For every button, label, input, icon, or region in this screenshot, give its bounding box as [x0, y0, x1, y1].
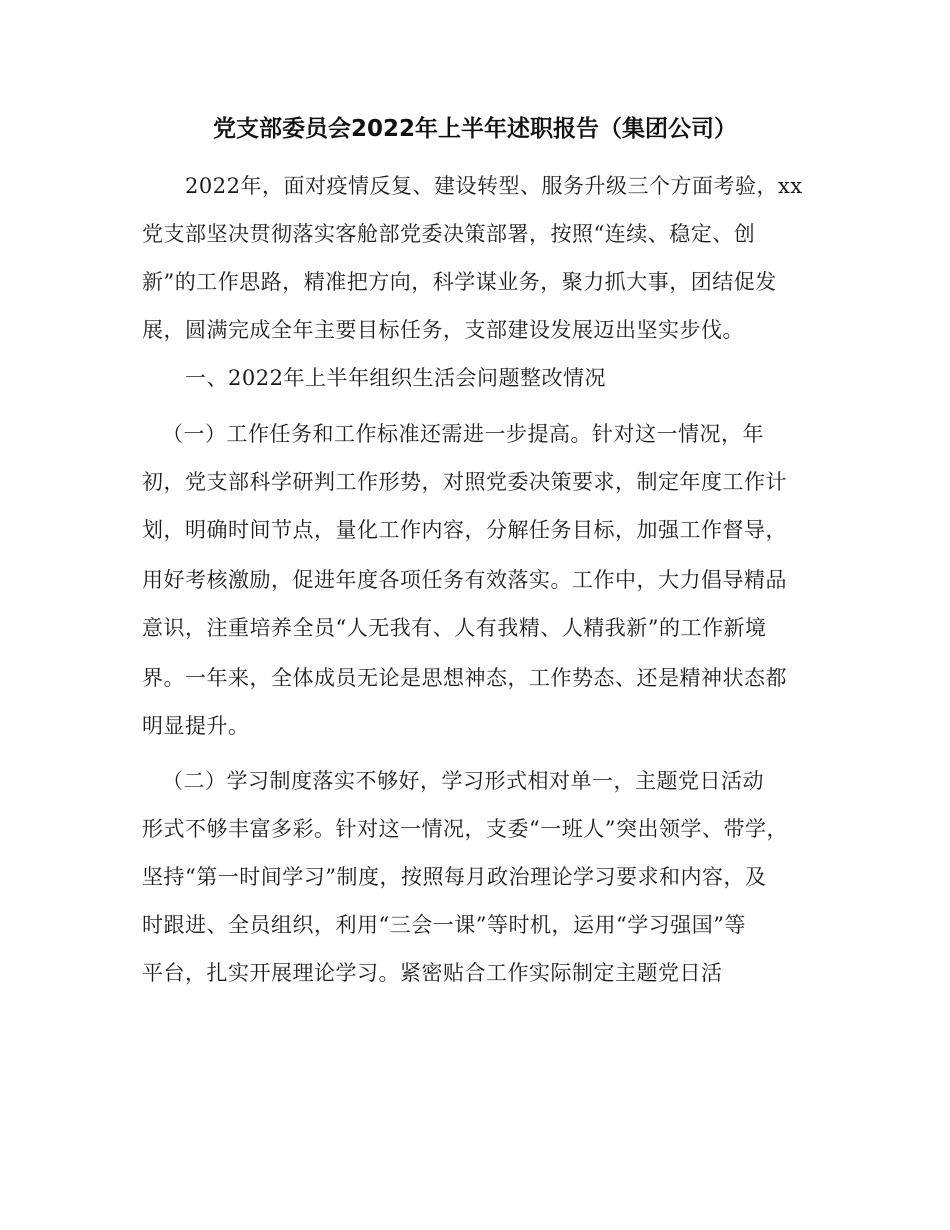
- paragraph-line: 坚持“第一时间学习”制度，按照每月政治理论学习要求和内容，及: [142, 865, 767, 889]
- paragraph-line: 划，明确时间节点，量化工作内容，分解任务目标，加强工作督导，: [142, 518, 787, 542]
- section-heading: 一、2022年上半年组织生活会问题整改情况: [185, 366, 606, 390]
- paragraph-line: 明显提升。: [142, 714, 250, 738]
- paragraph-line: 形式不够丰富多彩。针对这一情况，支委“一班人”突出领学、带学，: [142, 817, 788, 841]
- paragraph-line: 2022年，面对疫情反复、建设转型、服务升级三个方面考验，xx: [185, 174, 803, 198]
- document-title: 党支部委员会2022年上半年述职报告（集团公司）: [212, 116, 737, 142]
- paragraph-line: （一）工作任务和工作标准还需进一步提高。针对这一情况，年: [162, 422, 764, 446]
- paragraph-line: 展，圆满完成全年主要目标任务，支部建设发展迈出坚实步伐。: [142, 318, 744, 342]
- paragraph-line: 初，党支部科学研判工作形势，对照党委决策要求，制定年度工作计: [142, 470, 787, 494]
- paragraph-line: 意识，注重培养全员“人无我有、人有我精、人精我新”的工作新境: [142, 616, 767, 640]
- paragraph-line: 用好考核激励，促进年度各项任务有效落实。工作中，大力倡导精品: [142, 568, 787, 592]
- paragraph-line: （二）学习制度落实不够好，学习形式相对单一，主题党日活动: [162, 769, 764, 793]
- paragraph-line: 界。一年来，全体成员无论是思想神态，工作势态、还是精神状态都: [142, 666, 787, 690]
- paragraph-line: 平台，扎实开展理论学习。紧密贴合工作实际制定主题党日活: [142, 961, 723, 985]
- paragraph-line: 新”的工作思路，精准把方向，科学谋业务，聚力抓大事，团结促发: [142, 270, 777, 294]
- paragraph-line: 党支部坚决贯彻落实客舱部党委决策部署，按照“连续、稳定、创: [142, 222, 756, 246]
- paragraph-line: 时跟进、全员组织，利用“三会一课”等时机，运用“学习强国”等: [142, 913, 746, 937]
